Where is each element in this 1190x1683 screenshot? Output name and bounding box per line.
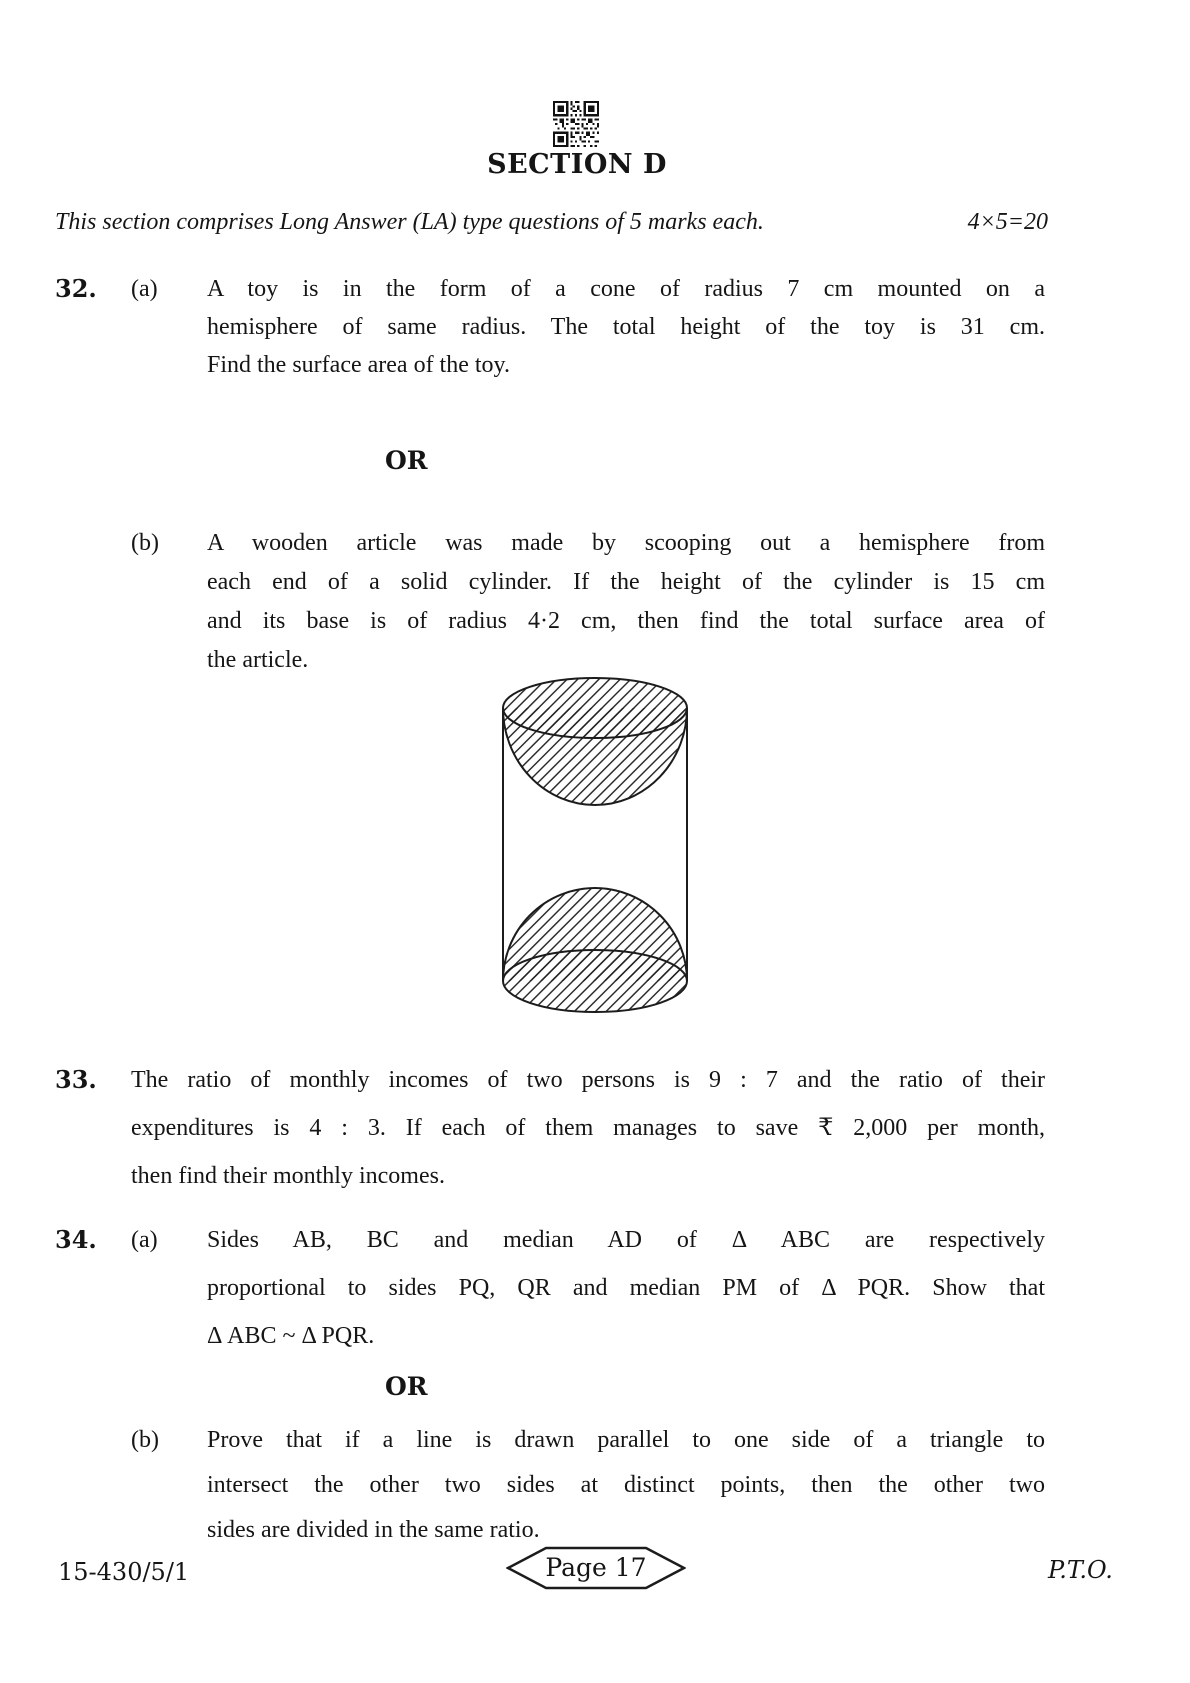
question-34b-label: (b) <box>131 1427 159 1453</box>
question-34-number: 34. <box>55 1225 97 1254</box>
section-instruction-text: This section comprises Long Answer (LA) type questions of 5 marks each. <box>55 209 764 235</box>
text-line: hemisphere of same radius. The total height of the toy is 31 cm. <box>207 314 1045 340</box>
text-line: the article. <box>207 647 309 673</box>
question-34b <box>55 1418 1048 1553</box>
text-line: Δ ABC ~ Δ PQR. <box>207 1323 375 1349</box>
text-line: expenditures is 4 : 3. If each of them manages to save ₹ 2,000 per month, <box>131 1115 1045 1141</box>
question-33 <box>55 1056 1048 1200</box>
text-line: sides are divided in the same ratio. <box>207 1517 540 1543</box>
page-number-label: Page 17 <box>545 1553 647 1582</box>
pto-label: P.T.O. <box>1048 1556 1113 1584</box>
section-instruction-row <box>55 209 1048 236</box>
text-line: proportional to sides PQ, QR and median PM of Δ PQR. Show that <box>207 1275 1045 1301</box>
page-number-badge <box>506 1545 686 1593</box>
text-line: each end of a solid cylinder. If the height of the cylinder is 15 cm <box>207 569 1045 595</box>
text-line: The ratio of monthly incomes of two persons is 9 : 7 and the ratio of their <box>131 1067 1045 1093</box>
question-33-text <box>131 1056 1045 1200</box>
question-32-number: 32. <box>55 274 97 303</box>
text-line: Prove that if a line is drawn parallel to one side of a triangle to <box>207 1427 1045 1453</box>
question-33-number: 33. <box>55 1065 97 1094</box>
question-34b-text <box>207 1418 1045 1553</box>
or-separator-q32: OR <box>385 446 428 475</box>
question-32a <box>55 270 1048 384</box>
text-line: then find their monthly incomes. <box>131 1163 445 1189</box>
question-32b-label: (b) <box>131 530 159 556</box>
or-separator-q34: OR <box>385 1372 428 1401</box>
qr-code-icon <box>551 101 601 147</box>
question-34a-label: (a) <box>131 1227 158 1253</box>
paper-code: 15-430/5/1 <box>58 1558 190 1586</box>
text-line: A toy is in the form of a cone of radius 7 cm mounted on a <box>207 276 1045 302</box>
section-marks: 4×5=20 <box>967 209 1048 235</box>
question-32a-label: (a) <box>131 276 158 302</box>
text-line: and its base is of radius 4·2 cm, then find the total surface area of <box>207 608 1045 634</box>
text-line: A wooden article was made by scooping out a hemisphere from <box>207 530 1045 556</box>
hatched-cylinder-figure <box>495 640 695 1030</box>
text-line: Sides AB, BC and median AD of Δ ABC are respectively <box>207 1227 1045 1253</box>
section-heading: SECTION D <box>487 149 667 180</box>
question-34a-text <box>207 1216 1045 1360</box>
text-line: Find the surface area of the toy. <box>207 352 510 378</box>
text-line: intersect the other two sides at distinct points, then the other two <box>207 1472 1045 1498</box>
question-34a <box>55 1216 1048 1360</box>
question-32a-text <box>207 270 1045 384</box>
